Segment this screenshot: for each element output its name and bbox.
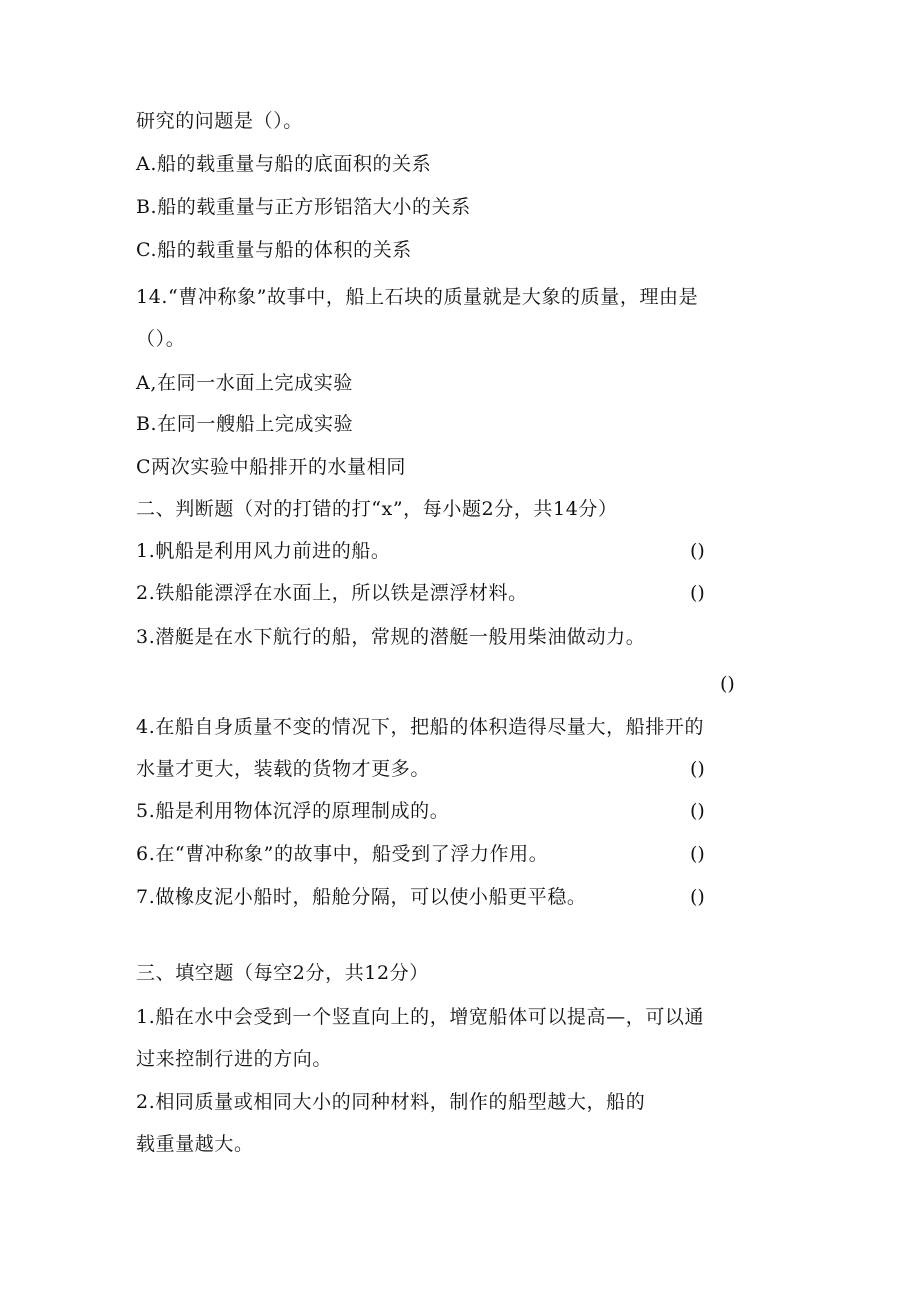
judge-answer-blank-3: () bbox=[720, 673, 735, 695]
judge-item-7: 7.做橡皮泥小船时，船舱分隔，可以使小船更平稳。 bbox=[136, 886, 587, 908]
fill-item-2-line1: 2.相同质量或相同大小的同种材料，制作的船型越大，船的 bbox=[136, 1091, 646, 1113]
judge-item-3: 3.潜艇是在水下航行的船，常规的潜艇一般用柴油做动力。 bbox=[136, 626, 646, 648]
fill-item-1-line1: 1.船在水中会受到一个竖直向上的，增宽船体可以提高—，可以通 bbox=[136, 1006, 705, 1028]
q14-stem-line1: 14.“曹冲称象”故事中，船上石块的质量就是大象的质量，理由是 bbox=[136, 286, 699, 308]
judge-answer-blank-5: () bbox=[690, 800, 705, 822]
fill-item-1-line2: 过来控制行进的方向。 bbox=[136, 1048, 333, 1070]
q13-option-c: C.船的载重量与船的体积的关系 bbox=[136, 239, 412, 261]
judge-item-2: 2.铁船能漂浮在水面上，所以铁是漂浮材料。 bbox=[136, 582, 528, 604]
q13-option-b: B.船的载重量与正方形铝箔大小的关系 bbox=[136, 196, 471, 218]
judge-item-6: 6.在“曹冲称象”的故事中，船受到了浮力作用。 bbox=[136, 843, 549, 865]
q14-option-a: A,在同一水面上完成实验 bbox=[136, 372, 353, 394]
section2-heading: 二、判断题（对的打错的打“x”，每小题2分，共14分） bbox=[136, 498, 618, 520]
section3-heading: 三、填空题（每空2分，共12分） bbox=[136, 962, 429, 984]
q13-option-a: A.船的载重量与船的底面积的关系 bbox=[136, 153, 432, 175]
judge-answer-blank-7: () bbox=[690, 886, 705, 908]
q14-option-b: B.在同一艘船上完成实验 bbox=[136, 413, 354, 435]
judge-answer-blank-2: () bbox=[690, 582, 705, 604]
judge-item-4-line2: 水量才更大，装载的货物才更多。 bbox=[136, 758, 431, 780]
judge-answer-blank-4: () bbox=[690, 758, 705, 780]
q13-stem-tail: 研究的问题是（）。 bbox=[136, 110, 303, 132]
judge-answer-blank-6: () bbox=[690, 843, 705, 865]
judge-item-1: 1.帆船是利用风力前进的船。 bbox=[136, 540, 391, 562]
judge-item-5: 5.船是利用物体沉浮的原理制成的。 bbox=[136, 800, 450, 822]
judge-item-4-line1: 4.在船自身质量不变的情况下，把船的体积造得尽量大，船排开的 bbox=[136, 716, 705, 738]
q14-option-c: C两次实验中船排开的水量相同 bbox=[136, 456, 406, 478]
fill-item-2-line2: 载重量越大。 bbox=[136, 1133, 254, 1155]
q14-stem-line2: （）。 bbox=[136, 328, 186, 350]
judge-answer-blank-1: () bbox=[690, 540, 705, 562]
